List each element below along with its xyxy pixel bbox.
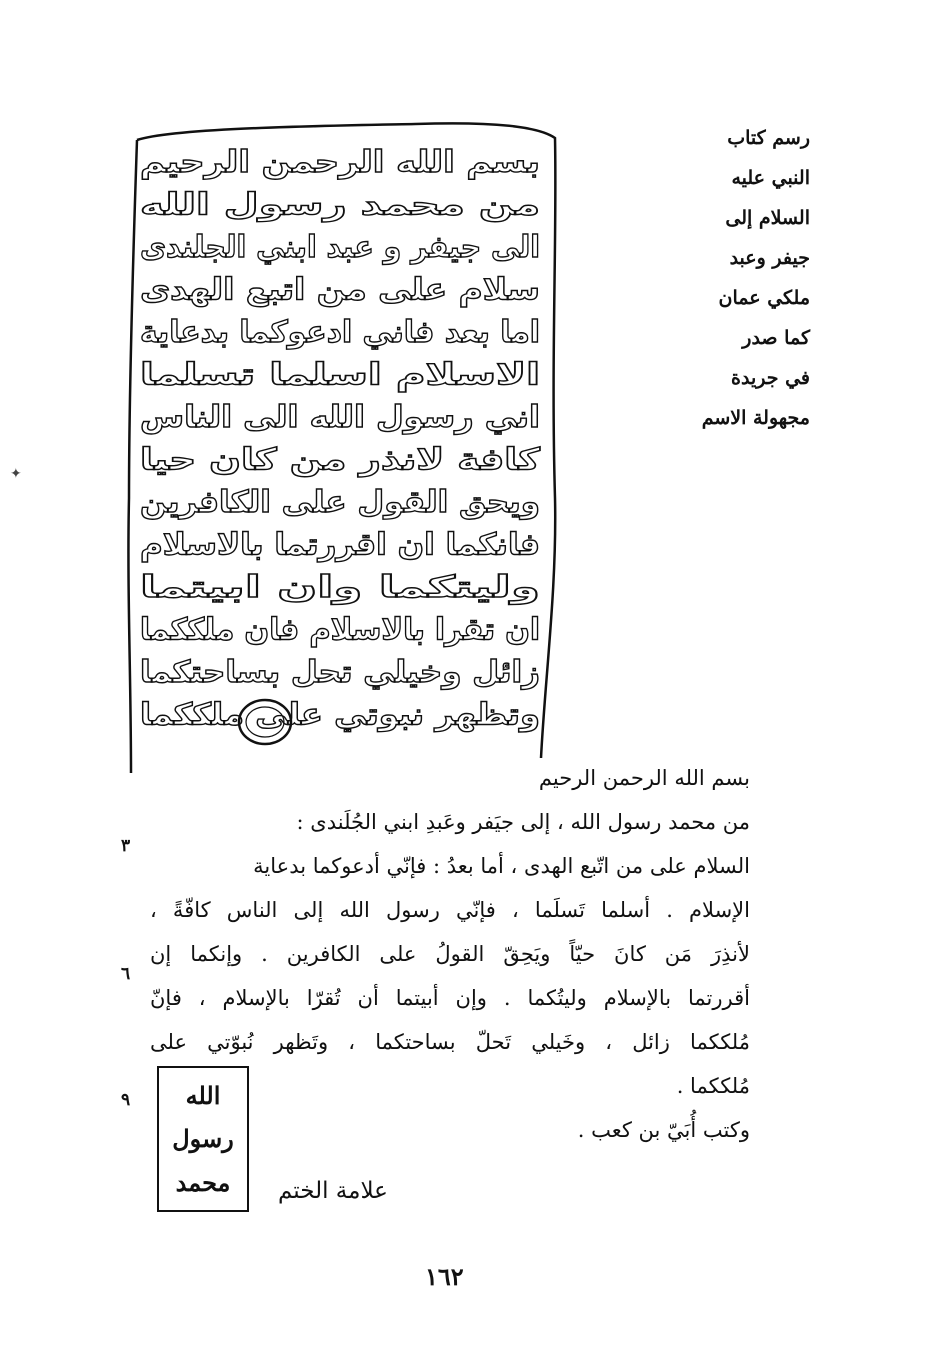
line-number: ٩ (121, 1090, 131, 1110)
manuscript-text-lines (140, 145, 541, 733)
caption-line: النبي عليه (731, 167, 810, 189)
page-number: ١٦٢ (425, 1262, 464, 1291)
manuscript-line: زائل وخيلي تحل بساحتكما (140, 655, 540, 690)
transcription-line (150, 800, 750, 844)
seal-box (157, 1066, 249, 1212)
body-line: لأنذِرَ مَن كانَ حيّاً ويَحِقّ القولُ على الكافرين . وإنكما إن (150, 942, 750, 966)
transcription-line (150, 1020, 750, 1064)
transcription-line (150, 888, 750, 932)
manuscript-line: اما بعد فاني ادعوكما بدعاية (140, 315, 540, 350)
transcription-line (150, 976, 750, 1020)
manuscript-svg (115, 118, 565, 778)
body-line: الإسلام . أسلما تَسلَما ، فإنّي رسول الله إلى الناس كافّةً ، (150, 898, 750, 922)
seal-word-allah: الله (185, 1081, 221, 1111)
caption-line: السلام إلى (725, 207, 810, 229)
manuscript-drawing (115, 118, 565, 778)
sender-line: من محمد رسول الله ، إلى جيَفر وعَبدِ ابني الجُلَندى : (296, 810, 750, 834)
caption-line: جيفر وعبد (729, 247, 810, 269)
manuscript-line: وليتكما وان ابيتما (140, 570, 540, 605)
transcription-line (150, 844, 750, 888)
manuscript-line: اني رسول الله الى الناس (140, 400, 540, 435)
margin-mark: ✦ (10, 466, 22, 482)
figure-caption (650, 118, 810, 438)
manuscript-line: ويحق القول على الكافرين (140, 485, 540, 520)
line-number: ٣ (121, 836, 131, 856)
manuscript-line: الى جيفر و عبد ابني الجلندى (140, 230, 540, 265)
body-line: مُلككما . (676, 1074, 750, 1098)
caption-line: ملكي عمان (718, 287, 810, 309)
body-line: مُلككما زائل ، وخَيلي تَحلّ بساحتكما ، وتَظهر نُبوّتي على (150, 1030, 750, 1054)
seal-word-rasul: رسول (172, 1124, 234, 1154)
manuscript-line: من محمد رسول الله (140, 187, 540, 223)
caption-line: رسم كتاب (727, 127, 810, 149)
manuscript-line: بسم الله الرحمن الرحيم (140, 145, 540, 180)
manuscript-line: وتظهر نبوتي على ملككما (140, 697, 540, 733)
manuscript-line: ان تقرا بالاسلام فان ملككما (140, 612, 540, 648)
scribe-line: وكتب أُبَيّ بن كعب . (577, 1118, 750, 1142)
manuscript-line: كافة لانذر من كان حيا (140, 442, 541, 478)
transcription-line (150, 756, 750, 800)
caption-line: كما صدر (742, 327, 810, 349)
greeting-line: السلام على من اتّبع الهدى ، أما بعدُ : فإنّي أدعوكما بدعاية (253, 854, 750, 878)
manuscript-line: سلام على من اتبع الهدى (140, 272, 540, 308)
caption-line: في جريدة (731, 367, 810, 389)
basmala: بسم الله الرحمن الرحيم (538, 766, 750, 790)
transcription-line (150, 932, 750, 976)
seal-label: علامة الختم (278, 1178, 388, 1204)
manuscript-border-left (128, 140, 137, 773)
seal-word-muhammad: محمد (175, 1167, 231, 1197)
manuscript-line: فانكما ان اقررتما بالاسلام (140, 527, 540, 563)
manuscript-line: الاسلام اسلما تسلما (140, 357, 540, 393)
caption-line: مجهولة الاسم (701, 407, 810, 429)
line-number: ٦ (121, 964, 131, 984)
body-line: أقررتما بالإسلام وليتُكما . وإن أبيتما أن تُقرّا بالإسلام ، فإنّ (150, 986, 750, 1010)
